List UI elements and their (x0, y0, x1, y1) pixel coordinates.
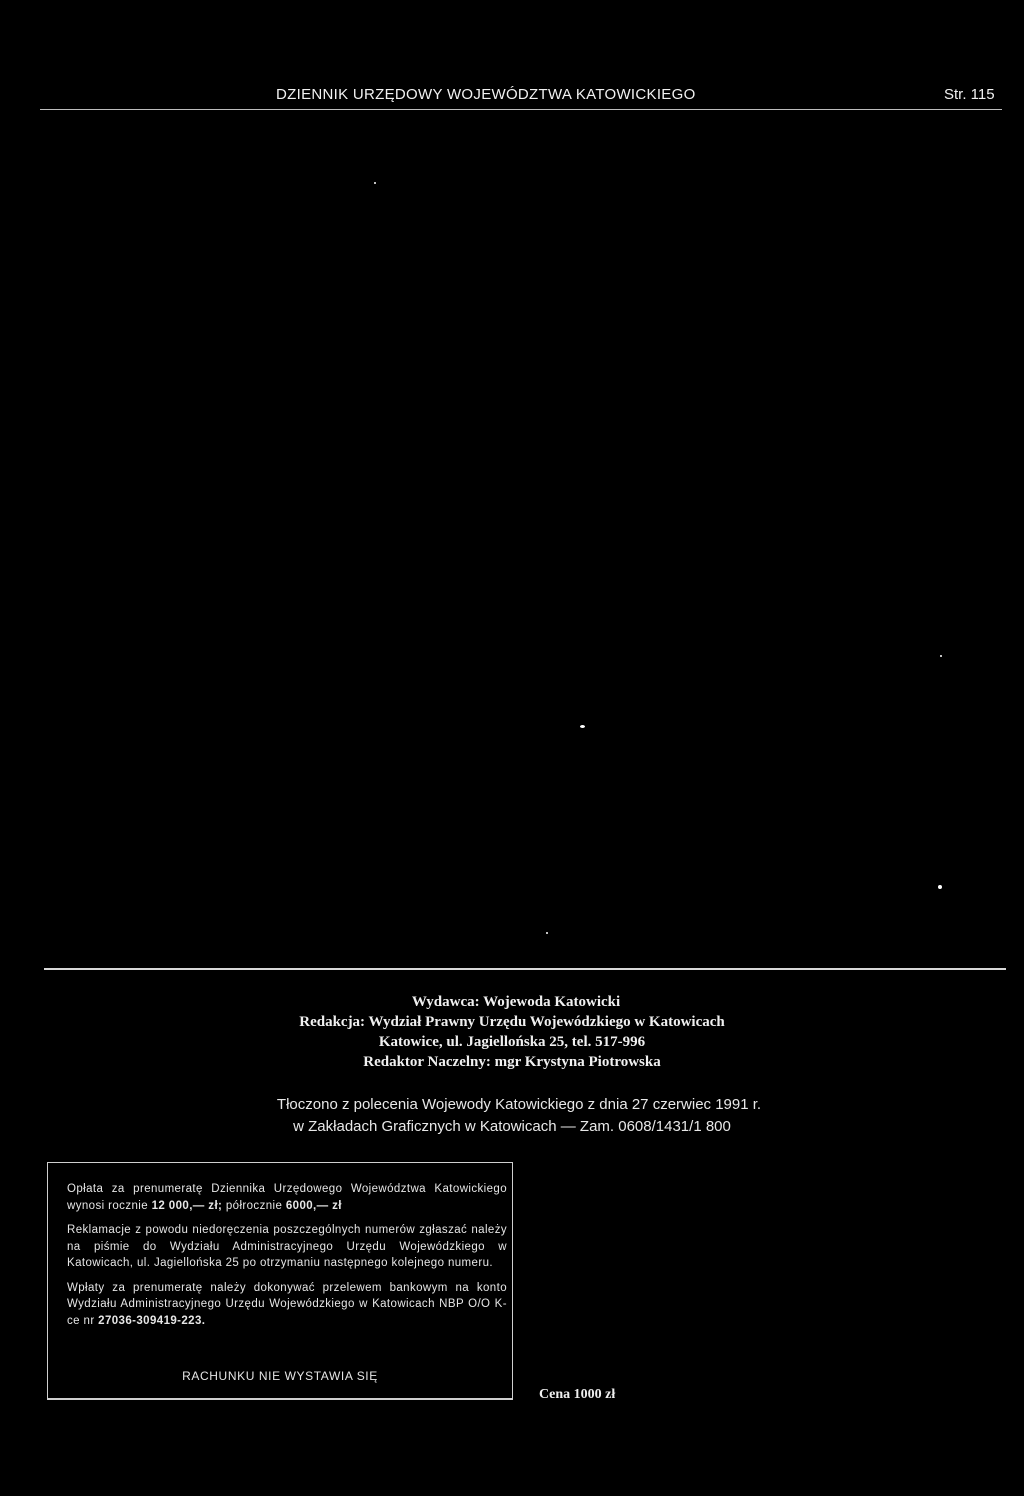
half-year-label: półrocznie (222, 1199, 286, 1212)
blank-page-area (40, 120, 1002, 960)
price-label: Cena 1000 zł (539, 1387, 616, 1402)
footer-divider (44, 968, 1006, 970)
journal-title: DZIENNIK URZĘDOWY WOJEWÓDZTWA KATOWICKIEGO (276, 86, 696, 103)
subscription-box (47, 1162, 513, 1400)
header-divider (40, 109, 1002, 110)
editorial-line: Redakcja: Wydział Prawny Urzędu Wojewódzkiego w Katowicach (299, 1014, 725, 1030)
scan-speck (940, 655, 942, 657)
payment-text: Wpłaty za prenumeratę należy dokonywać przelewem bankowym na konto Wydziału Administracyjnego Urzędu Wojewódzkiego w Katowicach NBP O/O K-ce nr (67, 1281, 507, 1327)
printing-order-line: Tłoczono z polecenia Wojewody Katowickiego z dnia 27 czerwiec 1991 r. (276, 1096, 762, 1113)
annual-fee: 12 000,— zł; (151, 1199, 223, 1212)
scan-speck (374, 182, 376, 184)
page-header (0, 82, 1024, 112)
address-line: Katowice, ul. Jagiellońska 25, tel. 517-996 (378, 1034, 646, 1050)
half-year-fee: 6000,— zł (285, 1199, 342, 1212)
subscription-text (67, 1181, 507, 1337)
scan-speck (938, 885, 942, 889)
fee-text: Opłata za prenumeratę Dziennika Urzędowego Województwa Katowickiego wynosi rocznie (67, 1183, 507, 1212)
no-invoice-notice: RACHUNKU NIE WYSTAWIA SIĘ (182, 1369, 378, 1383)
imprint-block (0, 992, 1024, 1072)
printing-works-line: w Zakładach Graficznych w Katowicach — Zam. 0608/1431/1 800 (293, 1118, 731, 1135)
publisher-line: Wydawca: Wojewoda Katowicki (411, 994, 621, 1010)
payment-note (67, 1280, 507, 1330)
page-number: Str. 115 (944, 86, 995, 103)
subscription-fee (67, 1181, 507, 1214)
editor-line: Redaktor Naczelny: mgr Krystyna Piotrowska (363, 1054, 661, 1070)
account-number: 27036-309419-223. (98, 1314, 206, 1327)
scan-speck (546, 932, 548, 934)
printing-info (0, 1094, 1024, 1138)
complaints-note: Reklamacje z powodu niedoręczenia poszczególnych numerów zgłaszać należy na piśmie do Wydziału Administracyjnego Urzędu Wojewódzkiego w Katowicach, ul. Jagiellońska 25 po otrzymaniu następnego kolejnego numeru. (67, 1224, 507, 1269)
scan-speck (580, 725, 585, 728)
